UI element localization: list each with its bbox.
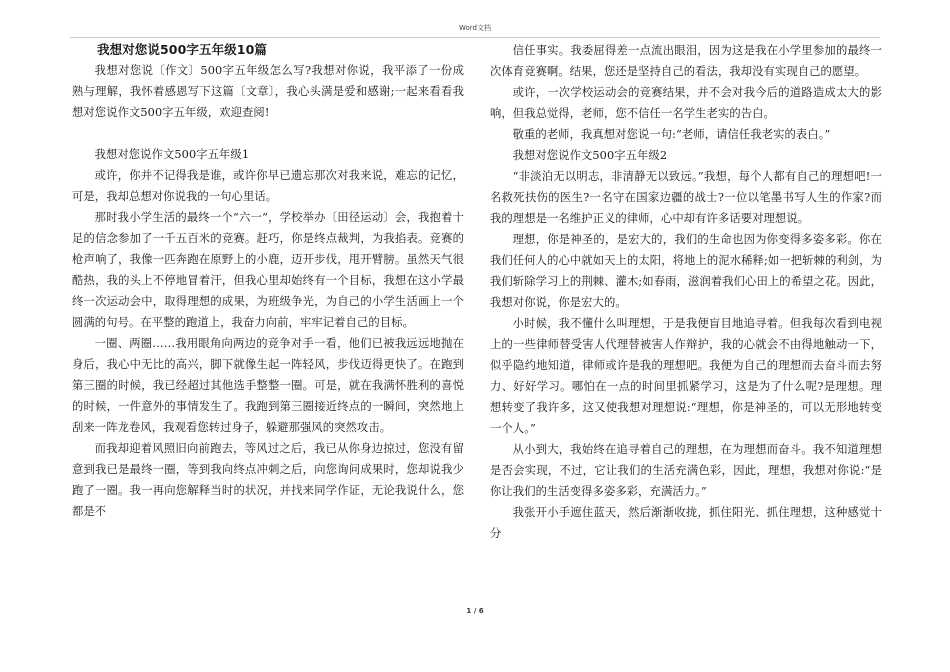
- section-heading: 我想对您说作文500字五年级1: [94, 148, 250, 161]
- body-paragraph: 从小到大，我始终在追寻着自己的理想，在为理想而奋斗。我不知道理想是否会实现，不过，它让我们的生活充满色彩，因此，理想，我想对你说:“是你让我们的生活变得多姿多彩，充满活力。”: [490, 443, 882, 498]
- blank-line: [72, 123, 464, 144]
- document-header: [0, 0, 950, 40]
- section-heading: 我想对您说作文500字五年级2: [512, 149, 668, 162]
- intro-paragraph: 我想对您说〔作文〕500字五年级怎么写?我想对你说，我平添了一份成熟与理解，我怀着感恩写下这篇〔文章〕，我心头满是爱和感谢;一起来看看我想对您说作文500字五年级，欢迎查阅!: [72, 64, 464, 119]
- body-paragraph: 一圈、两圈……我用眼角向两边的竞争对手一看，他们已被我远远地抛在身后，我心中无比的高兴，脚下就像生起一阵轻风，步伐迈得更快了。在跑到第三圈的时候，我已经超过其他选手整整一圈。可是，就在我满怀胜利的喜悦的时候，一件意外的事情发生了。我跑到第三圈接近终点的一瞬间，突然地上刮来一阵龙卷风，我观看您转过身子，躲避那强风的突然攻击。: [72, 337, 464, 434]
- left-column: [72, 40, 464, 522]
- body-paragraph: 敬重的老师，我真想对您说一句:“老师，请信任我老实的表白。”: [512, 128, 831, 141]
- body-paragraph: 理想，你是神圣的，是宏大的，我们的生命也因为你变得多姿多彩。你在我们任何人的心中就如天上的太阳，将地上的泥水稀释;如一把斩棘的利剑，为我们斩除学习上的荆棘、灌木;如春雨，滋润着我们心田上的希望之花。因此，我想对你说，你是宏大的。: [490, 233, 882, 309]
- right-column: [490, 40, 882, 544]
- body-paragraph: 我张开小手遮住蓝天，然后渐渐收拢，抓住阳光、抓住理想，这种感觉十分: [490, 506, 882, 540]
- body-paragraph: “非淡泊无以明志，非清静无以致远。”我想，每个人都有自己的理想吧!一名救死扶伤的医生?一名守在国家边疆的战士?一位以笔墨书写人生的作家?而我的理想是一名维护正义的律师，心中却有许多话要对理想说。: [490, 170, 882, 225]
- body-paragraph: 信任事实。我委屈得差一点流出眼泪，因为这是我在小学里参加的最终一次体育竞赛啊。结果，您还是坚持自己的看法，我却没有实现自己的愿望。: [490, 44, 882, 78]
- body-paragraph: 那时我小学生活的最终一个“六一”，学校举办〔田径运动〕会，我抱着十足的信念参加了一千五百米的竞赛。赶巧，你是终点裁判，为我掐表。竞赛的枪声响了，我像一匹奔跑在原野上的小鹿，迈开步伐，甩开臂膀。虽然天气很酷热，我的头上不停地冒着汗，但我心里却始终有一个目标，我想在这小学最终一次运动会中，取得理想的成果，为班级争光，为自己的小学生活画上一个圆满的句号。在平整的跑道上，我奋力向前，牢牢记着自己的目标。: [72, 211, 464, 329]
- body-paragraph: 或许，一次学校运动会的竞赛结果，并不会对我今后的道路造成太大的影响，但我总觉得，老师，您不信任一名学生老实的告白。: [490, 86, 882, 120]
- body-paragraph: 或许，你并不记得我是谁，或许你早已遗忘那次对我来说，难忘的记忆，可是，我却总想对你说我的一句心里话。: [72, 169, 464, 203]
- body-paragraph: 小时候，我不懂什么叫理想，于是我便盲目地追寻着。但我每次看到电视上的一些律师替受害人代理替被害人作辩护，我的心就会不由得地触动一下，似乎隐约地知道，律师或许是我的理想吧。我便为自己的理想而去奋斗而去努力、好好学习。哪怕在一点的时间里抓紧学习，这是为了什么呢?是理想。理想转变了我许多，这又使我想对理想说:“理想，你是神圣的，可以无形地转变一个人。”: [490, 317, 882, 435]
- body-paragraph: 而我却迎着风照旧向前跑去，等风过之后，我已从你身边掠过，您没有留意到我已是最终一圈，等到我向终点冲刺之后，向您询问成果时，您却说我少跑了一圈。我一再向您解释当时的状况，并找来同学作证，无论我说什么，您都是不: [72, 442, 464, 518]
- document-title: 我想对您说500字五年级10篇: [97, 42, 267, 57]
- header-divider: [70, 37, 880, 38]
- page-number: 1 / 6: [466, 607, 484, 615]
- header-title: Word文档: [459, 24, 491, 32]
